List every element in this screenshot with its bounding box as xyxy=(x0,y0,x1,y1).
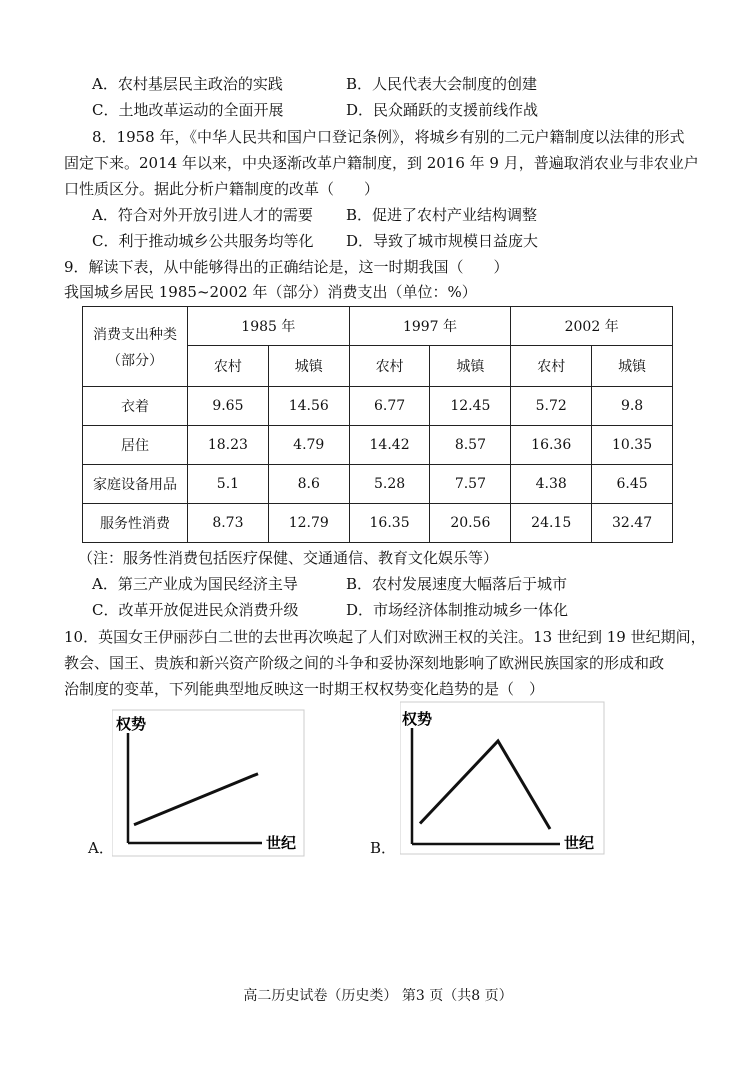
q9-table-title: 我国城乡居民 1985~2002 年（部分）消费支出（单位：%） xyxy=(64,283,477,301)
table-row xyxy=(83,387,673,426)
q7-option-c: C．土地改革运动的全面开展 xyxy=(92,101,284,119)
table-cell: 5.1 xyxy=(188,465,269,504)
corner-line1: 消费支出种类 xyxy=(93,326,177,343)
row-label: 服务性消费 xyxy=(83,504,188,543)
table-cell: 10.35 xyxy=(592,426,673,465)
table-row xyxy=(83,426,673,465)
subhead-cell: 城镇 xyxy=(592,346,673,387)
q10-stem-line3: 治制度的变革，下列能典型地反映这一时期王权权势变化趋势的是（ ） xyxy=(64,680,545,698)
chart-b xyxy=(400,700,606,860)
table-cell: 8.73 xyxy=(188,504,269,543)
table-row xyxy=(83,504,673,543)
chart-a-xlabel: 世纪 xyxy=(266,834,297,852)
page-footer: 高二历史试卷（历史类） 第3 页（共8 页） xyxy=(243,988,513,1004)
chart-a-option-label: A． xyxy=(88,839,114,857)
table-corner-cell xyxy=(83,307,188,387)
q9-option-d: D．市场经济体制推动城乡一体化 xyxy=(346,601,569,619)
q9-option-c: C．改革开放促进民众消费升级 xyxy=(92,601,299,619)
year-header: 1997 年 xyxy=(349,307,511,346)
subhead-cell: 农村 xyxy=(349,346,430,387)
q7-option-d: D．民众踊跃的支援前线作战 xyxy=(346,101,539,119)
q8-stem-line1: 8．1958 年，《中华人民共和国户口登记条例》，将城乡有别的二元户籍制度以法律的形式 xyxy=(92,128,685,146)
chart-a-svg xyxy=(112,708,312,858)
q9-stem: 9．解读下表，从中能够得出的正确结论是，这一时期我国（ ） xyxy=(64,258,509,276)
subhead-cell: 农村 xyxy=(511,346,592,387)
table-cell: 9.8 xyxy=(592,387,673,426)
row-label: 衣着 xyxy=(83,387,188,426)
table-cell: 16.35 xyxy=(349,504,430,543)
table-cell: 4.79 xyxy=(268,426,349,465)
year-header: 1985 年 xyxy=(188,307,350,346)
chart-a-ylabel: 权势 xyxy=(116,715,147,733)
subhead-cell: 城镇 xyxy=(430,346,511,387)
table-cell: 4.38 xyxy=(511,465,592,504)
chart-b-svg xyxy=(400,700,606,856)
table-cell: 6.77 xyxy=(349,387,430,426)
q8-option-a: A．符合对外开放引进人才的需要 xyxy=(92,206,313,224)
table-cell: 8.57 xyxy=(430,426,511,465)
chart-b-ylabel: 权势 xyxy=(402,710,433,728)
subhead-cell: 城镇 xyxy=(268,346,349,387)
q7-option-a: A．农村基层民主政治的实践 xyxy=(92,75,283,93)
table-cell: 12.79 xyxy=(268,504,349,543)
chart-b-option-label: B． xyxy=(370,839,397,857)
corner-line2: （部分） xyxy=(107,352,163,369)
q8-option-b: B．促进了农村产业结构调整 xyxy=(346,206,538,224)
table-row xyxy=(83,465,673,504)
q8-option-c: C．利于推动城乡公共服务均等化 xyxy=(92,232,314,250)
table-cell: 9.65 xyxy=(188,387,269,426)
table-cell: 14.42 xyxy=(349,426,430,465)
table-cell: 8.6 xyxy=(268,465,349,504)
q8-stem-line3: 口性质区分。据此分析户籍制度的改革（ ） xyxy=(64,180,380,198)
table-cell: 5.28 xyxy=(349,465,430,504)
q10-stem-line2: 教会、国王、贵族和新兴资产阶级之间的斗争和妥协深刻地影响了欧洲民族国家的形成和政 xyxy=(64,654,665,672)
q8-option-d: D．导致了城市规模日益庞大 xyxy=(346,232,539,250)
table-cell: 20.56 xyxy=(430,504,511,543)
table-cell: 12.45 xyxy=(430,387,511,426)
table-cell: 5.72 xyxy=(511,387,592,426)
subhead-cell: 农村 xyxy=(188,346,269,387)
year-header: 2002 年 xyxy=(511,307,673,346)
table-cell: 24.15 xyxy=(511,504,592,543)
chart-b-xlabel: 世纪 xyxy=(564,834,595,852)
q8-stem-line2: 固定下来。2014 年以来，中央逐渐改革户籍制度，到 2016 年 9 月，普遍取消农业与非农业户 xyxy=(64,154,699,172)
table-cell: 32.47 xyxy=(592,504,673,543)
table-cell: 7.57 xyxy=(430,465,511,504)
row-label: 居住 xyxy=(83,426,188,465)
q9-option-b: B．农村发展速度大幅落后于城市 xyxy=(346,575,568,593)
table-cell: 16.36 xyxy=(511,426,592,465)
q9-option-a: A．第三产业成为国民经济主导 xyxy=(92,575,298,593)
chart-a xyxy=(112,708,312,862)
table-cell: 6.45 xyxy=(592,465,673,504)
row-label: 家庭设备用品 xyxy=(83,465,188,504)
q9-table-note: （注：服务性消费包括医疗保健、交通通信、教育文化娱乐等） xyxy=(78,549,499,567)
table-cell: 14.56 xyxy=(268,387,349,426)
q10-stem-line1: 10．英国女王伊丽莎白二世的去世再次唤起了人们对欧洲王权的关注。13 世纪到 19 世纪期间， xyxy=(64,628,706,646)
table-cell: 18.23 xyxy=(188,426,269,465)
consumption-table xyxy=(82,306,673,543)
q7-option-b: B．人民代表大会制度的创建 xyxy=(346,75,538,93)
